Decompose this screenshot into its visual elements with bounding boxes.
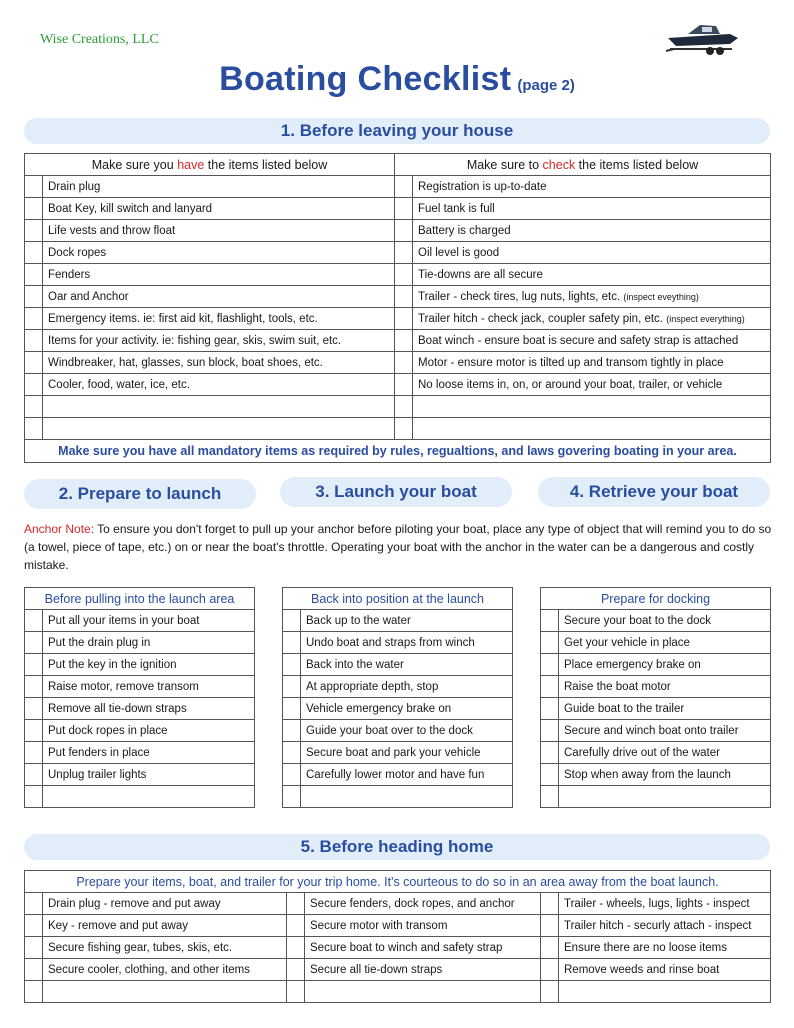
list-item: Secure fishing gear, tubes, skis, etc. (43, 937, 287, 959)
table-row (25, 959, 771, 981)
anchor-note-label: Anchor Note: (24, 522, 95, 536)
section5-heading: 5. Before heading home (24, 834, 770, 860)
checkbox[interactable] (287, 893, 305, 915)
checkbox[interactable] (287, 937, 305, 959)
checkbox[interactable] (25, 937, 43, 959)
table-row (283, 720, 513, 742)
table-row (541, 654, 771, 676)
list-item: Secure motor with transom (305, 915, 541, 937)
checkbox[interactable] (25, 308, 43, 330)
checkbox[interactable] (25, 176, 43, 198)
checkbox[interactable] (25, 286, 43, 308)
checkbox[interactable] (25, 959, 43, 981)
list-item: Ensure there are no loose items (559, 937, 771, 959)
anchor-note (24, 520, 774, 574)
table-row (25, 786, 255, 808)
table-row (25, 330, 771, 352)
check-item (413, 418, 771, 440)
section3-table (282, 587, 513, 808)
list-item: Get your vehicle in place (559, 632, 771, 654)
check-item: Battery is charged (413, 220, 771, 242)
checkbox[interactable] (25, 893, 43, 915)
check-item: Registration is up-to-date (413, 176, 771, 198)
table-row (25, 220, 771, 242)
list-item: Drain plug - remove and put away (43, 893, 287, 915)
list-item (301, 786, 513, 808)
table-row (25, 418, 771, 440)
table-row (25, 742, 255, 764)
check-item: Fuel tank is full (413, 198, 771, 220)
list-item: Trailer hitch - securly attach - inspect (559, 915, 771, 937)
have-item: Cooler, food, water, ice, etc. (43, 374, 395, 396)
checkbox[interactable] (283, 764, 301, 786)
checkbox[interactable] (25, 418, 43, 440)
table-row (25, 893, 771, 915)
checkbox[interactable] (395, 176, 413, 198)
list-item: Secure fenders, dock ropes, and anchor (305, 893, 541, 915)
list-item: Secure all tie-down straps (305, 959, 541, 981)
checkbox[interactable] (25, 264, 43, 286)
checkbox[interactable] (541, 937, 559, 959)
checkbox[interactable] (541, 959, 559, 981)
checkbox[interactable] (25, 610, 43, 632)
list-item (43, 786, 255, 808)
checkbox[interactable] (541, 786, 559, 808)
table-row (541, 632, 771, 654)
boat-trailer-icon (660, 16, 744, 56)
have-item: Emergency items. ie: first aid kit, flashlight, tools, etc. (43, 308, 395, 330)
table-row (283, 786, 513, 808)
checkbox[interactable] (395, 220, 413, 242)
list-item: Carefully lower motor and have fun (301, 764, 513, 786)
table-row (25, 374, 771, 396)
table-row (283, 610, 513, 632)
checkbox[interactable] (25, 632, 43, 654)
table-row (541, 764, 771, 786)
section4-heading: 4. Retrieve your boat (538, 477, 770, 507)
table-row (541, 720, 771, 742)
checkbox[interactable] (287, 981, 305, 1003)
check-item: No loose items in, on, or around your boat, trailer, or vehicle (413, 374, 771, 396)
check-item: Motor - ensure motor is tilted up and transom tightly in place (413, 352, 771, 374)
have-item: Boat Key, kill switch and lanyard (43, 198, 395, 220)
checkbox[interactable] (25, 742, 43, 764)
list-item: Put all your items in your boat (43, 610, 255, 632)
list-item: Remove all tie-down straps (43, 698, 255, 720)
checkbox[interactable] (25, 915, 43, 937)
list-item: Stop when away from the launch (559, 764, 771, 786)
list-item: Put the drain plug in (43, 632, 255, 654)
checkbox[interactable] (395, 198, 413, 220)
list-item: Unplug trailer lights (43, 764, 255, 786)
list-item: Raise the boat motor (559, 676, 771, 698)
checkbox[interactable] (25, 786, 43, 808)
table-row (25, 698, 255, 720)
check-item: Boat winch - ensure boat is secure and safety strap is attached (413, 330, 771, 352)
checkbox[interactable] (283, 654, 301, 676)
check-item: Trailer hitch - check jack, coupler safety pin, etc. (inspect everything) (413, 308, 771, 330)
table-row (25, 264, 771, 286)
checkbox[interactable] (25, 981, 43, 1003)
section3-heading: 3. Launch your boat (280, 477, 512, 507)
checkbox[interactable] (541, 610, 559, 632)
table-row (25, 981, 771, 1003)
checkbox[interactable] (25, 374, 43, 396)
checkbox[interactable] (395, 330, 413, 352)
checkbox[interactable] (541, 915, 559, 937)
section1-heading: 1. Before leaving your house (24, 118, 770, 144)
table-row (25, 915, 771, 937)
section4-table (540, 587, 771, 808)
list-item: Place emergency brake on (559, 654, 771, 676)
table-row (541, 698, 771, 720)
title-sub: (page 2) (517, 77, 575, 94)
list-item: Guide boat to the trailer (559, 698, 771, 720)
list-item: Back up to the water (301, 610, 513, 632)
table-row (541, 742, 771, 764)
table-row (25, 632, 255, 654)
checkbox[interactable] (25, 764, 43, 786)
checkbox[interactable] (395, 374, 413, 396)
table-row (25, 610, 255, 632)
have-item (43, 418, 395, 440)
checkbox[interactable] (395, 286, 413, 308)
list-item: Put dock ropes in place (43, 720, 255, 742)
checkbox[interactable] (541, 676, 559, 698)
list-item: Raise motor, remove transom (43, 676, 255, 698)
checkbox[interactable] (283, 676, 301, 698)
table-row (25, 676, 255, 698)
list-item: Secure and winch boat onto trailer (559, 720, 771, 742)
have-item: Oar and Anchor (43, 286, 395, 308)
checkbox[interactable] (395, 418, 413, 440)
have-item: Dock ropes (43, 242, 395, 264)
checkbox[interactable] (541, 720, 559, 742)
list-item: Secure cooler, clothing, and other items (43, 959, 287, 981)
checkbox[interactable] (25, 396, 43, 418)
table-row (283, 764, 513, 786)
anchor-note-text: To ensure you don't forget to pull up your anchor before piloting your boat, place any type of object that will remind you to do so (a towel, piece of tape, etc.) on or near the boat's throttle. Operating your boat with the anchor in the water can be a dangerous and costly mistake. (24, 522, 772, 572)
table-row (25, 764, 255, 786)
checkbox[interactable] (287, 959, 305, 981)
checkbox[interactable] (541, 632, 559, 654)
checkbox[interactable] (395, 352, 413, 374)
check-item: Tie-downs are all secure (413, 264, 771, 286)
checkbox[interactable] (541, 981, 559, 1003)
checkbox[interactable] (541, 654, 559, 676)
table-row (25, 352, 771, 374)
table-row (25, 176, 771, 198)
checkbox[interactable] (395, 264, 413, 286)
table-row (283, 632, 513, 654)
table-row (283, 654, 513, 676)
checkbox[interactable] (395, 396, 413, 418)
table-row (283, 698, 513, 720)
checkbox[interactable] (283, 742, 301, 764)
checkbox[interactable] (283, 786, 301, 808)
have-item: Fenders (43, 264, 395, 286)
section4-header: Prepare for docking (541, 588, 771, 610)
list-item: At appropriate depth, stop (301, 676, 513, 698)
checkbox[interactable] (283, 720, 301, 742)
checkbox[interactable] (541, 742, 559, 764)
section3-header: Back into position at the launch (283, 588, 513, 610)
check-header: Make sure to check the items listed below (395, 154, 771, 176)
page-title (0, 60, 794, 99)
list-item: Key - remove and put away (43, 915, 287, 937)
table-row (25, 308, 771, 330)
have-item: Drain plug (43, 176, 395, 198)
table-row (25, 720, 255, 742)
list-item (43, 981, 287, 1003)
checkbox[interactable] (395, 308, 413, 330)
list-item (559, 981, 771, 1003)
title-main: Boating Checklist (219, 60, 512, 98)
check-item (413, 396, 771, 418)
table-row (541, 676, 771, 698)
list-item: Secure boat to winch and safety strap (305, 937, 541, 959)
list-item: Secure your boat to the dock (559, 610, 771, 632)
checkbox[interactable] (283, 632, 301, 654)
list-item: Put the key in the ignition (43, 654, 255, 676)
section2-header: Before pulling into the launch area (25, 588, 255, 610)
list-item: Trailer - wheels, lugs, lights - inspect (559, 893, 771, 915)
table-row (25, 198, 771, 220)
have-item: Items for your activity. ie: fishing gear, skis, swim suit, etc. (43, 330, 395, 352)
list-item: Remove weeds and rinse boat (559, 959, 771, 981)
checkbox[interactable] (541, 698, 559, 720)
list-item: Vehicle emergency brake on (301, 698, 513, 720)
list-item: Undo boat and straps from winch (301, 632, 513, 654)
table-row (25, 286, 771, 308)
brand-name: Wise Creations, LLC (40, 32, 159, 47)
checkbox[interactable] (395, 242, 413, 264)
list-item: Put fenders in place (43, 742, 255, 764)
checkbox[interactable] (25, 654, 43, 676)
checkbox[interactable] (283, 698, 301, 720)
table-row (25, 242, 771, 264)
table-row (541, 610, 771, 632)
section1-table (24, 153, 771, 463)
checkbox[interactable] (25, 698, 43, 720)
list-item: Secure boat and park your vehicle (301, 742, 513, 764)
table-row (25, 937, 771, 959)
checkbox[interactable] (25, 676, 43, 698)
list-item: Back into the water (301, 654, 513, 676)
section5-table (24, 870, 771, 1003)
list-item: Guide your boat over to the dock (301, 720, 513, 742)
list-item: Carefully drive out of the water (559, 742, 771, 764)
checkbox[interactable] (541, 764, 559, 786)
section5-header: Prepare your items, boat, and trailer for your trip home. It's courteous to do so in an area away from the boat launch. (25, 871, 771, 893)
check-item: Trailer - check tires, lug nuts, lights, etc. (inspect eveything) (413, 286, 771, 308)
table-row (541, 786, 771, 808)
have-item: Life vests and throw float (43, 220, 395, 242)
section2-table (24, 587, 255, 808)
section2-heading: 2. Prepare to launch (24, 479, 256, 509)
checkbox[interactable] (25, 242, 43, 264)
checkbox[interactable] (283, 610, 301, 632)
table-row (25, 396, 771, 418)
have-item (43, 396, 395, 418)
checkbox[interactable] (25, 198, 43, 220)
have-header: Make sure you have the items listed below (25, 154, 395, 176)
checkbox[interactable] (25, 720, 43, 742)
checkbox[interactable] (287, 915, 305, 937)
list-item (305, 981, 541, 1003)
checkbox[interactable] (25, 220, 43, 242)
table-row (283, 742, 513, 764)
checkbox[interactable] (25, 352, 43, 374)
table-row (25, 654, 255, 676)
list-item (559, 786, 771, 808)
section1-footer: Make sure you have all mandatory items as required by rules, regualtions, and laws govering boating in your area. (25, 440, 771, 463)
have-item: Windbreaker, hat, glasses, sun block, boat shoes, etc. (43, 352, 395, 374)
checkbox[interactable] (25, 330, 43, 352)
check-item: Oil level is good (413, 242, 771, 264)
table-row (283, 676, 513, 698)
checkbox[interactable] (541, 893, 559, 915)
